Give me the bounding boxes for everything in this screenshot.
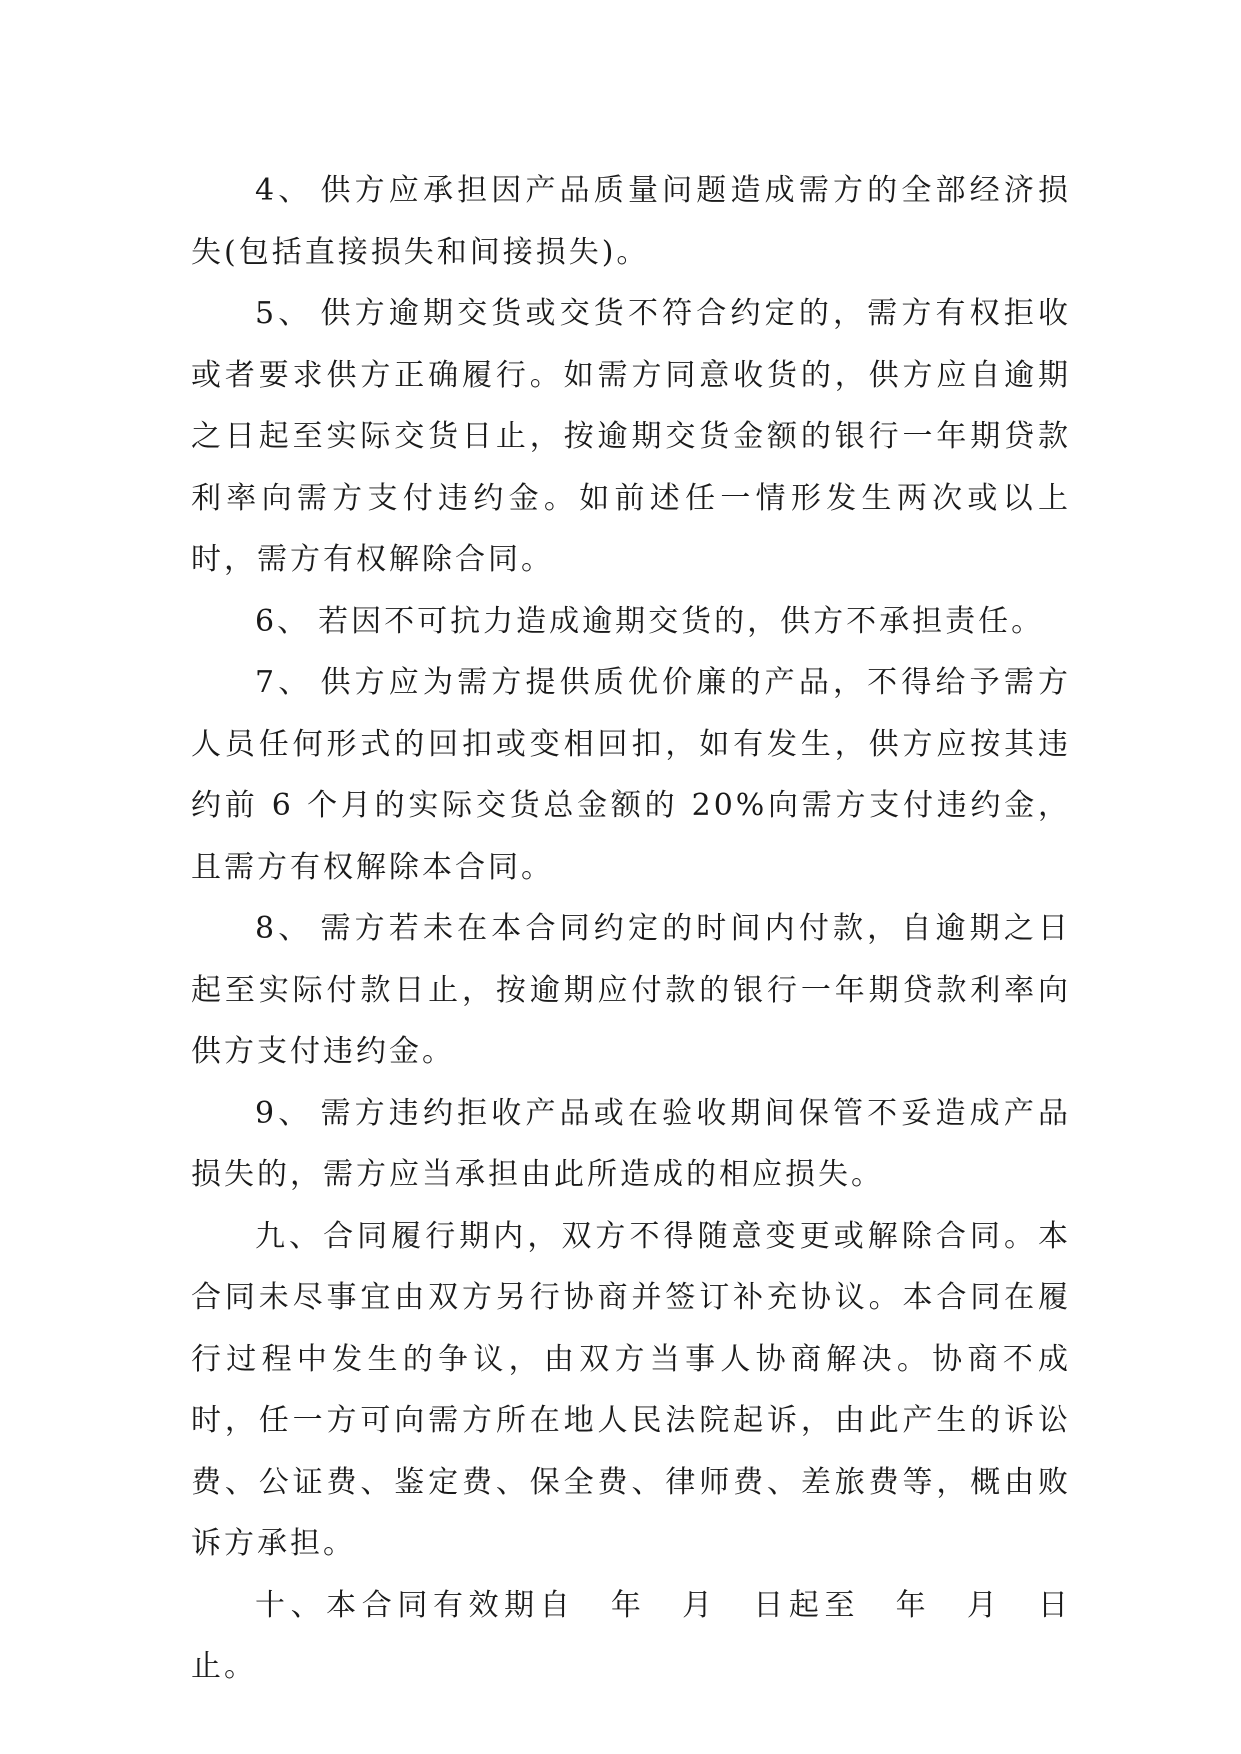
section-9-dispute (191, 1206, 1071, 1575)
clause-text: 供方应为需方提供质优价廉的产品，不得给予需方人员任何形式的回扣或变相回扣，如有发生，供方应按其违约前 6 个月的实际交货总金额的 20%向需方支付违约金，且需方有权解除本合同。 (191, 665, 1072, 885)
clause-text: 供方应承担因产品质量问题造成需方的全部经济损失(包括直接损失和间接损失)。 (191, 173, 1072, 270)
clause-4 (191, 160, 1071, 283)
clause-number: 5、 (255, 296, 313, 331)
clause-number: 7、 (255, 665, 313, 700)
clause-number: 4、 (255, 173, 313, 208)
section-text: 十、本合同有效期自 年 月 日起至 年 月 日止。 (191, 1587, 1071, 1684)
section-10-validity (191, 1575, 1071, 1698)
clause-7 (191, 652, 1071, 898)
clause-number: 6、 (255, 603, 311, 639)
clause-number: 9、 (255, 1095, 313, 1131)
clause-number: 8、 (255, 911, 313, 946)
clause-5 (191, 283, 1071, 591)
clause-6 (191, 591, 1071, 653)
clause-8 (191, 898, 1071, 1083)
clause-text: 需方若未在本合同约定的时间内付款，自逾期之日起至实际付款日止，按逾期应付款的银行一年期贷款利率向供方支付违约金。 (191, 911, 1072, 1069)
clause-text: 供方逾期交货或交货不符合约定的，需方有权拒收或者要求供方正确履行。如需方同意收货的，供方应自逾期之日起至实际交货日止，按逾期交货金额的银行一年期贷款利率向需方支付违约金。如前述任一情形发生两次或以上时，需方有权解除合同。 (191, 296, 1072, 577)
clause-text: 若因不可抗力造成逾期交货的，供方不承担责任。 (318, 603, 1045, 639)
clause-text: 需方违约拒收产品或在验收期间保管不妥造成产品损失的，需方应当承担由此所造成的相应损失。 (191, 1095, 1072, 1192)
clause-9 (191, 1083, 1071, 1206)
contract-body (191, 160, 1071, 1698)
section-text: 九、合同履行期内，双方不得随意变更或解除合同。本合同未尽事宜由双方另行协商并签订补充协议。本合同在履行过程中发生的争议，由双方当事人协商解决。协商不成时，任一方可向需方所在地人民法院起诉，由此产生的诉讼费、公证费、鉴定费、保全费、律师费、差旅费等，概由败诉方承担。 (191, 1218, 1071, 1561)
